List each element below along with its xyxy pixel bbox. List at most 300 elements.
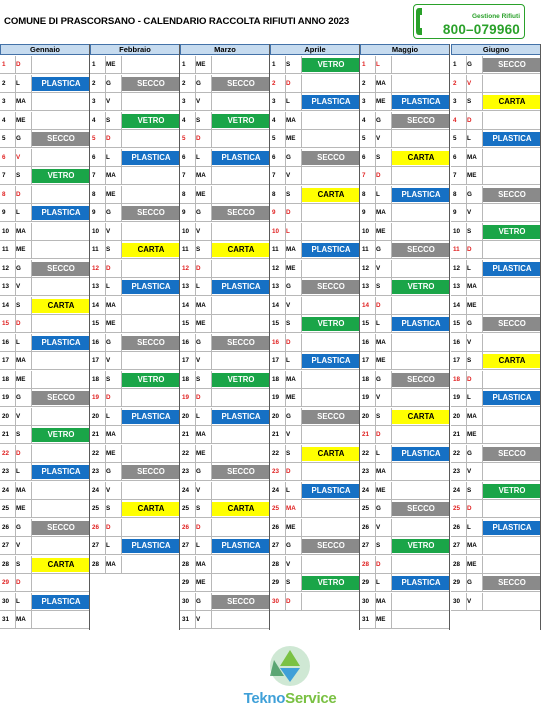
cell-divider xyxy=(301,593,302,611)
day-number: 25 xyxy=(272,505,280,512)
day-row xyxy=(90,463,180,481)
waste-type-secco: SECCO xyxy=(302,410,360,424)
day-number: 25 xyxy=(362,505,370,512)
day-row xyxy=(451,426,541,444)
day-row xyxy=(90,371,180,389)
day-number: 24 xyxy=(2,486,10,494)
cell-divider xyxy=(482,149,483,167)
cell-divider xyxy=(31,56,32,74)
recycle-logo-icon xyxy=(240,642,340,690)
cell-divider xyxy=(121,260,122,278)
day-number: 3 xyxy=(2,98,6,105)
day-weekday: ME xyxy=(196,579,206,586)
waste-type-secco: SECCO xyxy=(32,521,90,535)
day-weekday: S xyxy=(376,153,381,161)
day-row xyxy=(90,426,180,444)
day-number: 26 xyxy=(453,523,461,531)
cell-divider xyxy=(31,241,32,259)
day-row xyxy=(180,167,270,185)
day-row xyxy=(90,297,180,315)
cell-divider xyxy=(31,574,32,592)
day-weekday: MA xyxy=(467,542,477,549)
waste-type-carta: CARTA xyxy=(302,447,360,461)
day-number: 20 xyxy=(453,412,461,420)
day-weekday: L xyxy=(196,542,200,549)
day-row xyxy=(180,278,270,296)
cell-divider xyxy=(211,445,212,463)
day-number: 30 xyxy=(182,597,190,605)
waste-type-plastica: PLASTICA xyxy=(483,262,541,276)
day-row xyxy=(360,112,450,130)
day-number: 3 xyxy=(92,98,96,105)
day-row xyxy=(90,334,180,352)
day-weekday: G xyxy=(16,135,21,142)
day-row xyxy=(451,75,541,93)
day-row xyxy=(270,556,360,574)
waste-type-plastica: PLASTICA xyxy=(392,576,450,590)
day-row xyxy=(0,574,90,592)
day-number: 3 xyxy=(453,98,457,105)
cell-divider xyxy=(301,260,302,278)
day-weekday: D xyxy=(467,246,472,253)
page-title: COMUNE DI PRASCORSANO - CALENDARIO RACCOLTA RIFIUTI ANNO 2023 xyxy=(4,16,350,27)
day-weekday: ME xyxy=(16,505,26,512)
day-weekday: ME xyxy=(376,98,386,105)
cell-divider xyxy=(121,297,122,315)
day-number: 5 xyxy=(272,135,276,142)
day-row xyxy=(451,352,541,370)
waste-type-secco: SECCO xyxy=(122,465,180,479)
day-number: 30 xyxy=(453,597,461,605)
cell-divider xyxy=(482,556,483,574)
cell-divider xyxy=(391,482,392,500)
cell-divider xyxy=(121,389,122,407)
day-row xyxy=(270,574,360,592)
day-weekday: ME xyxy=(376,357,386,364)
day-row xyxy=(360,93,450,111)
day-number: 11 xyxy=(453,246,460,253)
day-row xyxy=(180,371,270,389)
day-row xyxy=(270,204,360,222)
day-row xyxy=(0,593,90,611)
day-number: 18 xyxy=(272,375,280,383)
waste-type-vetro: VETRO xyxy=(392,539,450,553)
day-number: 12 xyxy=(272,264,280,272)
cell-divider xyxy=(482,426,483,444)
day-number: 21 xyxy=(453,431,461,438)
waste-type-vetro: VETRO xyxy=(212,114,270,128)
day-row xyxy=(180,408,270,426)
day-row xyxy=(0,260,90,278)
waste-type-secco: SECCO xyxy=(212,77,270,91)
cell-divider xyxy=(211,426,212,444)
day-weekday: MA xyxy=(16,98,26,105)
day-number: 4 xyxy=(182,116,186,124)
day-row xyxy=(270,112,360,130)
waste-type-secco: SECCO xyxy=(302,151,360,165)
day-row xyxy=(180,519,270,537)
day-number: 23 xyxy=(92,468,100,475)
day-number: 18 xyxy=(453,375,461,383)
cell-divider xyxy=(31,408,32,426)
day-number: 9 xyxy=(92,209,96,216)
waste-type-plastica: PLASTICA xyxy=(122,151,180,165)
waste-type-secco: SECCO xyxy=(392,373,450,387)
day-weekday: MA xyxy=(286,246,296,253)
contact-label: Gestione Rifiuti xyxy=(471,13,520,20)
day-weekday: MA xyxy=(106,172,116,179)
day-row xyxy=(360,611,450,629)
day-number: 29 xyxy=(182,579,190,586)
cell-divider xyxy=(211,167,212,185)
day-number: 6 xyxy=(182,153,186,161)
day-weekday: V xyxy=(196,357,201,364)
day-weekday: S xyxy=(196,116,201,124)
day-number: 7 xyxy=(182,172,186,179)
day-number: 10 xyxy=(362,227,370,235)
cell-divider xyxy=(211,611,212,629)
day-row xyxy=(180,463,270,481)
cell-divider xyxy=(121,223,122,241)
day-number: 19 xyxy=(453,394,461,401)
day-row xyxy=(451,149,541,167)
day-weekday: ME xyxy=(16,375,26,383)
cell-divider xyxy=(121,426,122,444)
day-number: 22 xyxy=(92,449,100,457)
day-row xyxy=(90,408,180,426)
day-number: 5 xyxy=(182,135,186,142)
day-row xyxy=(360,75,450,93)
day-row xyxy=(180,315,270,333)
day-weekday: G xyxy=(467,320,472,327)
day-row xyxy=(180,297,270,315)
waste-type-carta: CARTA xyxy=(32,299,90,313)
day-number: 21 xyxy=(182,431,190,438)
day-number: 20 xyxy=(362,412,370,420)
day-row xyxy=(451,204,541,222)
cell-divider xyxy=(121,130,122,148)
day-row xyxy=(360,371,450,389)
waste-type-plastica: PLASTICA xyxy=(32,206,90,220)
day-weekday: S xyxy=(286,579,291,586)
day-number: 17 xyxy=(2,357,10,364)
day-row xyxy=(180,593,270,611)
cell-divider xyxy=(391,167,392,185)
day-number: 19 xyxy=(92,394,100,401)
day-row xyxy=(270,56,360,74)
cell-divider xyxy=(301,130,302,148)
cell-divider xyxy=(31,112,32,130)
day-number: 6 xyxy=(92,153,96,161)
day-weekday: D xyxy=(376,560,381,568)
day-number: 27 xyxy=(2,542,10,549)
day-number: 31 xyxy=(2,616,10,623)
day-number: 8 xyxy=(453,190,457,198)
day-row xyxy=(180,260,270,278)
waste-type-secco: SECCO xyxy=(122,77,180,91)
day-number: 23 xyxy=(362,468,370,475)
day-weekday: S xyxy=(286,61,291,68)
day-row xyxy=(0,556,90,574)
day-weekday: V xyxy=(16,153,21,161)
cell-divider xyxy=(391,352,392,370)
cell-divider xyxy=(211,556,212,574)
day-number: 15 xyxy=(272,320,280,327)
day-weekday: S xyxy=(467,227,472,235)
day-number: 29 xyxy=(2,579,10,586)
cell-divider xyxy=(391,334,392,352)
month-header: Febbraio xyxy=(90,44,180,55)
day-row xyxy=(180,389,270,407)
day-row xyxy=(360,56,450,74)
day-row xyxy=(451,537,541,555)
day-row xyxy=(0,315,90,333)
day-weekday: G xyxy=(106,79,111,87)
waste-type-plastica: PLASTICA xyxy=(32,465,90,479)
day-number: 17 xyxy=(182,357,190,364)
day-row xyxy=(180,75,270,93)
day-row xyxy=(0,408,90,426)
day-row xyxy=(180,611,270,629)
day-weekday: G xyxy=(196,209,201,216)
day-row xyxy=(180,130,270,148)
day-number: 21 xyxy=(362,431,370,438)
day-weekday: L xyxy=(196,153,200,161)
month-header: Aprile xyxy=(270,44,360,55)
day-weekday: ME xyxy=(286,264,296,272)
waste-type-plastica: PLASTICA xyxy=(483,391,541,405)
day-weekday: S xyxy=(376,412,381,420)
waste-type-plastica: PLASTICA xyxy=(302,484,360,498)
day-weekday: ME xyxy=(467,172,477,179)
day-weekday: MA xyxy=(106,560,116,568)
day-number: 17 xyxy=(272,357,280,364)
day-number: 12 xyxy=(182,264,190,272)
day-weekday: S xyxy=(16,431,21,438)
cell-divider xyxy=(211,574,212,592)
day-number: 18 xyxy=(2,375,10,383)
day-number: 28 xyxy=(92,560,100,568)
day-number: 13 xyxy=(362,283,370,290)
waste-type-vetro: VETRO xyxy=(302,317,360,331)
day-number: 27 xyxy=(92,542,100,549)
cell-divider xyxy=(31,371,32,389)
day-row xyxy=(451,93,541,111)
day-weekday: S xyxy=(376,542,381,549)
day-weekday: G xyxy=(106,338,111,346)
day-row xyxy=(90,56,180,74)
day-weekday: V xyxy=(106,357,111,364)
day-weekday: L xyxy=(106,542,110,549)
day-row xyxy=(270,482,360,500)
day-weekday: S xyxy=(196,375,201,383)
day-weekday: V xyxy=(286,301,291,309)
month-border xyxy=(449,44,450,630)
day-row xyxy=(270,426,360,444)
day-number: 12 xyxy=(2,264,10,272)
cell-divider xyxy=(482,593,483,611)
day-number: 7 xyxy=(362,172,366,179)
day-row xyxy=(451,389,541,407)
day-weekday: D xyxy=(106,264,111,272)
day-weekday: D xyxy=(16,579,21,586)
day-weekday: S xyxy=(106,246,111,253)
day-row xyxy=(451,167,541,185)
day-number: 1 xyxy=(2,61,6,68)
day-row xyxy=(0,352,90,370)
day-weekday: MA xyxy=(467,283,477,290)
day-weekday: L xyxy=(16,468,20,475)
day-weekday: G xyxy=(286,283,291,290)
day-weekday: L xyxy=(16,597,20,605)
waste-type-carta: CARTA xyxy=(302,188,360,202)
day-weekday: ME xyxy=(467,431,477,438)
day-row xyxy=(0,463,90,481)
cell-divider xyxy=(31,537,32,555)
day-row xyxy=(360,278,450,296)
day-weekday: G xyxy=(467,61,472,68)
day-row xyxy=(180,56,270,74)
cell-divider xyxy=(121,56,122,74)
cell-divider xyxy=(482,463,483,481)
day-weekday: G xyxy=(286,153,291,161)
day-number: 2 xyxy=(92,79,96,87)
day-weekday: V xyxy=(196,486,201,494)
day-weekday: V xyxy=(196,98,201,105)
waste-type-vetro: VETRO xyxy=(483,225,541,239)
day-row xyxy=(0,223,90,241)
day-row xyxy=(180,334,270,352)
day-number: 30 xyxy=(362,597,370,605)
day-weekday: L xyxy=(467,135,471,142)
waste-type-carta: CARTA xyxy=(392,410,450,424)
day-weekday: S xyxy=(376,283,381,290)
day-number: 25 xyxy=(2,505,10,512)
day-row xyxy=(90,260,180,278)
day-row xyxy=(360,556,450,574)
day-row xyxy=(360,500,450,518)
day-weekday: S xyxy=(467,486,472,494)
day-row xyxy=(360,593,450,611)
cell-divider xyxy=(391,593,392,611)
day-number: 31 xyxy=(362,616,370,623)
cell-divider xyxy=(482,278,483,296)
waste-type-vetro: VETRO xyxy=(122,373,180,387)
day-number: 26 xyxy=(272,523,280,531)
day-number: 10 xyxy=(272,227,280,235)
day-number: 28 xyxy=(272,560,280,568)
day-weekday: D xyxy=(196,135,201,142)
day-number: 8 xyxy=(92,190,96,198)
day-number: 25 xyxy=(453,505,461,512)
day-number: 20 xyxy=(182,412,190,420)
day-weekday: MA xyxy=(196,431,206,438)
cell-divider xyxy=(391,56,392,74)
cell-divider xyxy=(301,519,302,537)
waste-type-plastica: PLASTICA xyxy=(302,354,360,368)
waste-type-vetro: VETRO xyxy=(122,114,180,128)
day-row xyxy=(180,537,270,555)
waste-type-carta: CARTA xyxy=(392,151,450,165)
cell-divider xyxy=(31,93,32,111)
cell-divider xyxy=(301,463,302,481)
cell-divider xyxy=(391,426,392,444)
day-number: 2 xyxy=(362,79,366,87)
day-row xyxy=(270,167,360,185)
day-row xyxy=(0,167,90,185)
day-row xyxy=(360,426,450,444)
waste-type-secco: SECCO xyxy=(483,447,541,461)
cell-divider xyxy=(211,482,212,500)
day-weekday: S xyxy=(196,246,201,253)
day-number: 29 xyxy=(362,579,370,586)
day-row xyxy=(360,482,450,500)
day-number: 11 xyxy=(272,246,279,253)
waste-type-plastica: PLASTICA xyxy=(122,539,180,553)
day-number: 13 xyxy=(182,283,190,290)
day-weekday: MA xyxy=(376,209,386,216)
day-weekday: ME xyxy=(16,116,26,124)
waste-type-carta: CARTA xyxy=(32,558,90,572)
day-row xyxy=(90,482,180,500)
day-number: 14 xyxy=(362,301,370,309)
day-number: 1 xyxy=(182,61,186,68)
waste-type-plastica: PLASTICA xyxy=(392,95,450,109)
cell-divider xyxy=(391,75,392,93)
logo-text-part2: Service xyxy=(285,690,337,707)
day-number: 23 xyxy=(272,468,280,475)
waste-type-secco: SECCO xyxy=(32,262,90,276)
day-number: 27 xyxy=(362,542,370,549)
cell-divider xyxy=(391,130,392,148)
day-row xyxy=(90,149,180,167)
day-number: 13 xyxy=(92,283,100,290)
cell-divider xyxy=(121,352,122,370)
cell-divider xyxy=(121,482,122,500)
day-number: 22 xyxy=(2,449,10,457)
day-number: 15 xyxy=(362,320,370,327)
day-weekday: V xyxy=(376,394,381,401)
day-number: 4 xyxy=(2,116,6,124)
day-row xyxy=(451,186,541,204)
day-number: 26 xyxy=(182,523,190,531)
day-weekday: D xyxy=(106,135,111,142)
day-number: 19 xyxy=(272,394,280,401)
day-number: 9 xyxy=(453,209,457,216)
day-row xyxy=(270,223,360,241)
header xyxy=(0,0,541,44)
day-row xyxy=(360,297,450,315)
day-row xyxy=(360,149,450,167)
cell-divider xyxy=(301,75,302,93)
day-number: 3 xyxy=(362,98,366,105)
waste-type-plastica: PLASTICA xyxy=(483,521,541,535)
cell-divider xyxy=(482,297,483,315)
waste-type-carta: CARTA xyxy=(483,95,541,109)
cell-divider xyxy=(301,334,302,352)
waste-type-secco: SECCO xyxy=(32,391,90,405)
day-row xyxy=(90,556,180,574)
day-number: 16 xyxy=(2,338,10,346)
day-row xyxy=(90,75,180,93)
day-weekday: MA xyxy=(286,375,296,383)
cell-divider xyxy=(301,389,302,407)
day-row xyxy=(270,260,360,278)
cell-divider xyxy=(482,371,483,389)
day-weekday: ME xyxy=(286,135,296,142)
day-number: 14 xyxy=(92,301,100,309)
cell-divider xyxy=(31,611,32,629)
